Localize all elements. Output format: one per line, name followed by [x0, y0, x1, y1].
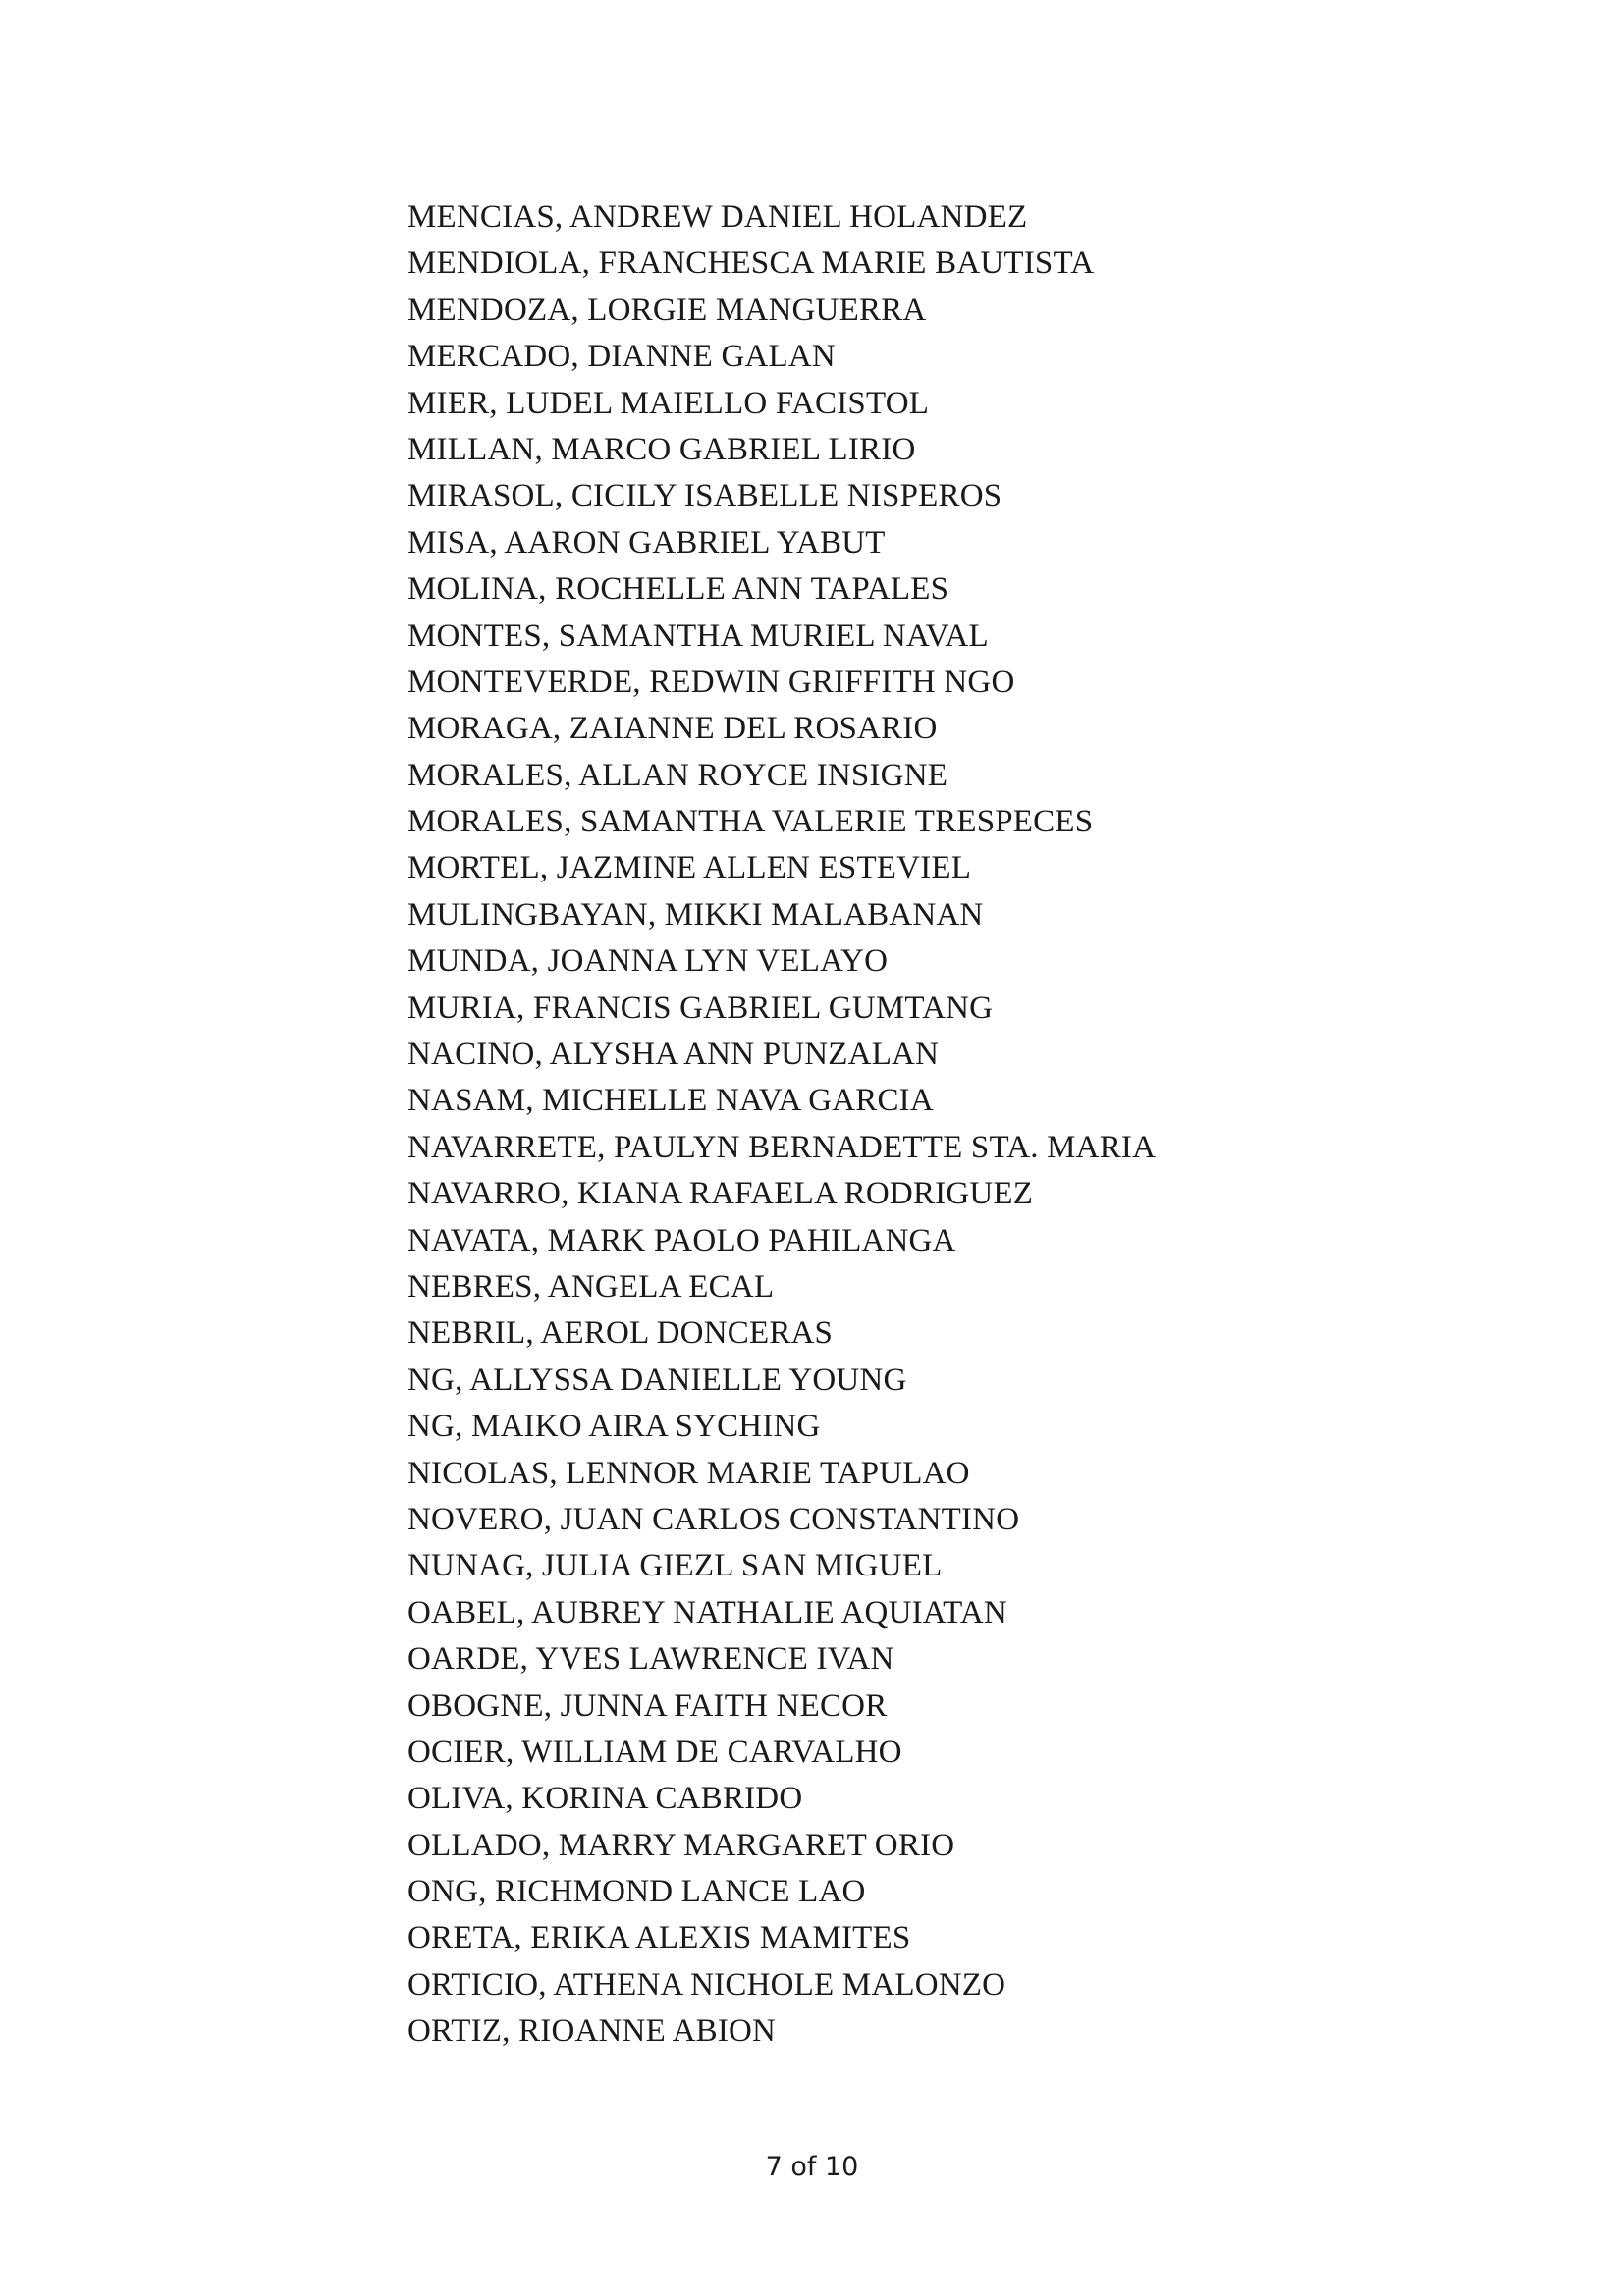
list-item: ORTICIO, ATHENA NICHOLE MALONZO — [407, 1966, 1006, 2002]
list-item: OLIVA, KORINA CABRIDO — [407, 1781, 803, 1817]
list-item: MURIA, FRANCIS GABRIEL GUMTANG — [407, 989, 994, 1026]
list-item: OLLADO, MARRY MARGARET ORIO — [407, 1827, 955, 1863]
list-item: OBOGNE, JUNNA FAITH NECOR — [407, 1687, 888, 1724]
list-item: NEBRIL, AEROL DONCERAS — [407, 1315, 834, 1352]
list-item: NACINO, ALYSHA ANN PUNZALAN — [407, 1037, 940, 1073]
list-item: ONG, RICHMOND LANCE LAO — [407, 1874, 866, 1910]
list-item: MUNDA, JOANNA LYN VELAYO — [407, 943, 889, 980]
list-item: NAVARRETE, PAULYN BERNADETTE STA. MARIA — [407, 1129, 1157, 1165]
list-item: MIER, LUDEL MAIELLO FACISTOL — [407, 385, 930, 421]
name-list — [407, 194, 1156, 2056]
list-item: MENCIAS, ANDREW DANIEL HOLANDEZ — [407, 199, 1028, 235]
list-item: NAVATA, MARK PAOLO PAHILANGA — [407, 1222, 956, 1258]
list-item: NEBRES, ANGELA ECAL — [407, 1268, 775, 1305]
list-item: MILLAN, MARCO GABRIEL LIRIO — [407, 431, 916, 467]
list-item: MORTEL, JAZMINE ALLEN ESTEVIEL — [407, 850, 972, 886]
list-item: MENDIOLA, FRANCHESCA MARIE BAUTISTA — [407, 245, 1095, 282]
list-item: MIRASOL, CICILY ISABELLE NISPEROS — [407, 478, 1002, 514]
list-item: MENDOZA, LORGIE MANGUERRA — [407, 292, 927, 328]
list-item: MULINGBAYAN, MIKKI MALABANAN — [407, 896, 984, 933]
list-item: NAVARRO, KIANA RAFAELA RODRIGUEZ — [407, 1176, 1034, 1212]
list-item: MORALES, ALLAN ROYCE INSIGNE — [407, 757, 948, 793]
list-item: MONTES, SAMANTHA MURIEL NAVAL — [407, 617, 989, 654]
list-item: OARDE, YVES LAWRENCE IVAN — [407, 1641, 894, 1678]
list-item: MONTEVERDE, REDWIN GRIFFITH NGO — [407, 664, 1015, 700]
list-item: NASAM, MICHELLE NAVA GARCIA — [407, 1083, 934, 1119]
list-item: ORTIZ, RIOANNE ABION — [407, 2013, 777, 2050]
list-item: OABEL, AUBREY NATHALIE AQUIATAN — [407, 1594, 1007, 1630]
list-item: NICOLAS, LENNOR MARIE TAPULAO — [407, 1455, 970, 1491]
list-item: MORALES, SAMANTHA VALERIE TRESPECES — [407, 804, 1094, 840]
list-item: OCIER, WILLIAM DE CARVALHO — [407, 1734, 902, 1770]
list-item: NUNAG, JULIA GIEZL SAN MIGUEL — [407, 1548, 943, 1584]
list-item: NG, ALLYSSA DANIELLE YOUNG — [407, 1362, 907, 1398]
list-item: NOVERO, JUAN CARLOS CONSTANTINO — [407, 1501, 1020, 1537]
page-number: 7 of 10 — [765, 2152, 859, 2182]
list-item: ORETA, ERIKA ALEXIS MAMITES — [407, 1920, 911, 1956]
list-item: MISA, AARON GABRIEL YABUT — [407, 524, 886, 561]
list-item: MERCADO, DIANNE GALAN — [407, 339, 836, 375]
list-item: MOLINA, ROCHELLE ANN TAPALES — [407, 571, 949, 608]
list-item: NG, MAIKO AIRA SYCHING — [407, 1409, 821, 1445]
list-item: MORAGA, ZAIANNE DEL ROSARIO — [407, 711, 938, 747]
